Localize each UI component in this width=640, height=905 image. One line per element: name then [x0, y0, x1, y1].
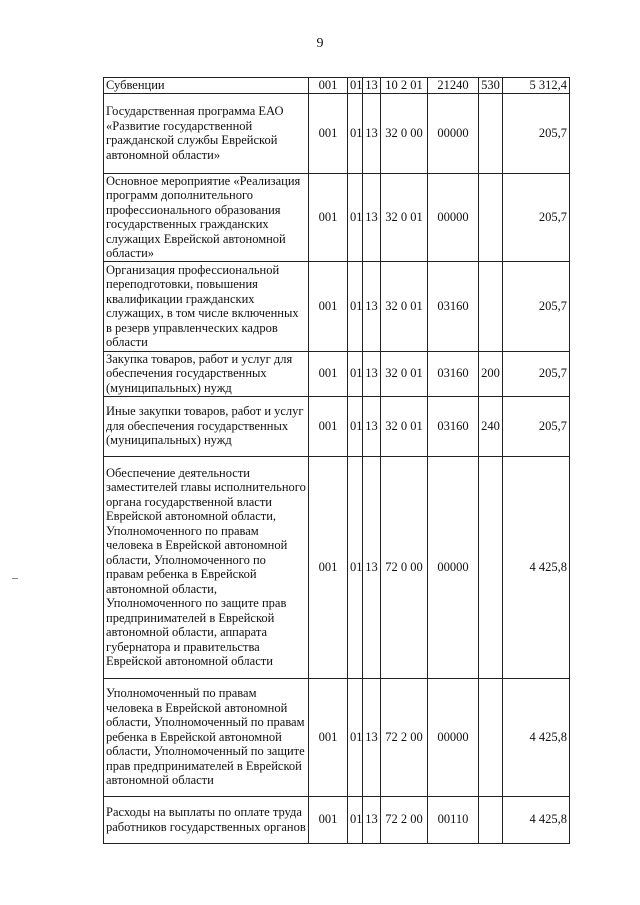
row-direction: 00000 — [428, 456, 479, 678]
row-program: 32 0 01 — [381, 351, 428, 396]
row-sum: 205,7 — [503, 351, 570, 396]
row-gr-code: 001 — [309, 261, 348, 351]
row-name: Иные закупки товаров, работ и услуг для обеспечения государственных (муниципальных) нужд — [104, 396, 309, 456]
row-section: 01 — [348, 351, 363, 396]
row-direction: 03160 — [428, 261, 479, 351]
row-subsection: 13 — [363, 351, 381, 396]
row-sum: 5 312,4 — [503, 78, 570, 94]
scan-margin-mark — [12, 578, 18, 579]
row-name: Субвенции — [104, 78, 309, 94]
row-expense-type — [479, 261, 503, 351]
row-name: Расходы на выплаты по оплате труда работников государственных органов — [104, 796, 309, 843]
row-expense-type: 530 — [479, 78, 503, 94]
row-section: 01 — [348, 78, 363, 94]
row-sum: 4 425,8 — [503, 796, 570, 843]
table-row — [104, 78, 570, 94]
row-expense-type — [479, 456, 503, 678]
row-gr-code: 001 — [309, 173, 348, 261]
row-direction: 03160 — [428, 396, 479, 456]
table-row — [104, 456, 570, 678]
row-subsection: 13 — [363, 93, 381, 173]
table-row — [104, 678, 570, 796]
row-direction: 00110 — [428, 796, 479, 843]
row-subsection: 13 — [363, 678, 381, 796]
table-row — [104, 261, 570, 351]
row-section: 01 — [348, 456, 363, 678]
row-section: 01 — [348, 396, 363, 456]
row-program: 10 2 01 — [381, 78, 428, 94]
row-gr-code: 001 — [309, 678, 348, 796]
row-gr-code: 001 — [309, 93, 348, 173]
row-gr-code: 001 — [309, 396, 348, 456]
row-expense-type: 240 — [479, 396, 503, 456]
row-name: Основное мероприятие «Реализация программ дополнительного профессионального образования государственных гражданских служащих Еврейской автономной области» — [104, 173, 309, 261]
row-program: 32 0 01 — [381, 173, 428, 261]
row-program: 72 2 00 — [381, 796, 428, 843]
row-subsection: 13 — [363, 173, 381, 261]
table-row — [104, 93, 570, 173]
row-gr-code: 001 — [309, 78, 348, 94]
row-subsection: 13 — [363, 78, 381, 94]
row-sum: 205,7 — [503, 93, 570, 173]
row-program: 32 0 01 — [381, 396, 428, 456]
row-program: 32 0 00 — [381, 93, 428, 173]
row-sum: 205,7 — [503, 261, 570, 351]
row-direction: 00000 — [428, 678, 479, 796]
row-section: 01 — [348, 796, 363, 843]
row-expense-type: 200 — [479, 351, 503, 396]
row-subsection: 13 — [363, 396, 381, 456]
row-section: 01 — [348, 678, 363, 796]
row-gr-code: 001 — [309, 351, 348, 396]
table-row — [104, 351, 570, 396]
row-sum: 4 425,8 — [503, 678, 570, 796]
row-expense-type — [479, 93, 503, 173]
row-name: Государственная программа ЕАО «Развитие государственной гражданской службы Еврейской автономной области» — [104, 93, 309, 173]
row-section: 01 — [348, 93, 363, 173]
row-sum: 205,7 — [503, 173, 570, 261]
row-gr-code: 001 — [309, 796, 348, 843]
row-section: 01 — [348, 173, 363, 261]
row-program: 32 0 01 — [381, 261, 428, 351]
table-row — [104, 173, 570, 261]
row-subsection: 13 — [363, 796, 381, 843]
row-name: Уполномоченный по правам человека в Еврейской автономной области, Уполномоченный по правам ребенка в Еврейской автономной области, Уполномоченный по защите прав предпринимателей в Еврейской автономной области — [104, 678, 309, 796]
table-row — [104, 396, 570, 456]
row-name: Закупка товаров, работ и услуг для обеспечения государственных (муниципальных) нужд — [104, 351, 309, 396]
row-name: Организация профессиональной переподготовки, повышения квалификации гражданских служащих, в том числе включенных в резерв управленческих кадров области — [104, 261, 309, 351]
page-number: 9 — [316, 36, 324, 51]
row-expense-type — [479, 678, 503, 796]
row-section: 01 — [348, 261, 363, 351]
row-gr-code: 001 — [309, 456, 348, 678]
row-subsection: 13 — [363, 261, 381, 351]
row-expense-type — [479, 173, 503, 261]
row-direction: 03160 — [428, 351, 479, 396]
row-sum: 4 425,8 — [503, 456, 570, 678]
row-subsection: 13 — [363, 456, 381, 678]
budget-table — [103, 77, 570, 844]
row-direction: 00000 — [428, 93, 479, 173]
row-expense-type — [479, 796, 503, 843]
row-direction: 00000 — [428, 173, 479, 261]
row-program: 72 2 00 — [381, 678, 428, 796]
table-row — [104, 796, 570, 843]
row-program: 72 0 00 — [381, 456, 428, 678]
row-name: Обеспечение деятельности заместителей главы исполнительного органа государственной власти Еврейской автономной области, Уполномоченного по правам человека в Еврейской автономной области, Уполномоченного по правам ребенка в Еврейской автономной области, Уполномоченного по защите прав предпринимателей в Еврейской автономной области, аппарата губернатора и правительства Еврейской автономной области — [104, 456, 309, 678]
row-sum: 205,7 — [503, 396, 570, 456]
row-direction: 21240 — [428, 78, 479, 94]
